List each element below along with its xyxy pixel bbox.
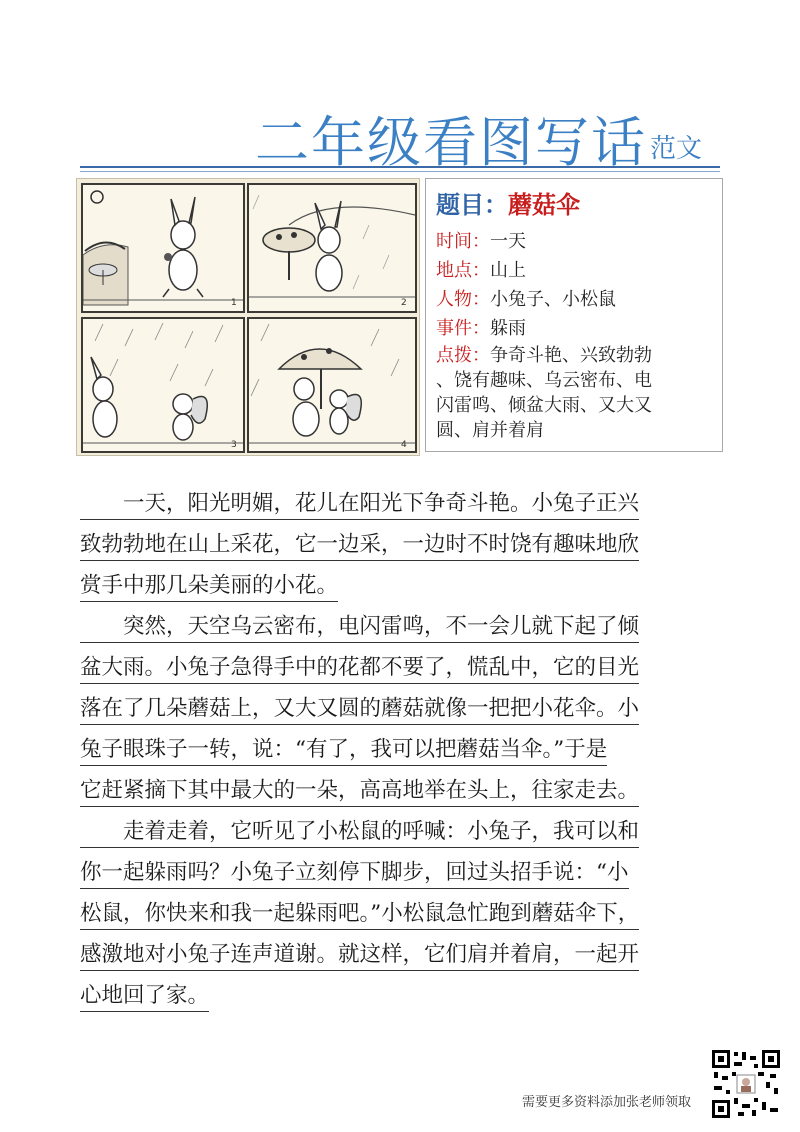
essay-line: 落在了几朵蘑菇上，又大又圆的蘑菇就像一把把小花伞。小 [80, 691, 639, 725]
info-title [436, 185, 580, 220]
tip-text: 争奇斗艳、兴致勃勃 [490, 345, 652, 366]
panel-number-1: 1 [231, 298, 237, 308]
essay-line: 突然，天空乌云密布，电闪雷鸣，不一会儿就下起了倾 [80, 609, 639, 643]
comic-strip [76, 178, 420, 456]
info-title-label: 题目： [436, 190, 508, 219]
info-row-key: 人物： [436, 289, 490, 310]
panel-number-2: 2 [401, 298, 407, 308]
info-row-value: 一天 [490, 231, 526, 252]
comic-panel-2 [247, 183, 417, 313]
essay-line: 它赶紧摘下其中最大的一朵，高高地举在头上，往家走去。 [80, 773, 639, 807]
info-row-key: 时间： [436, 231, 490, 252]
rabbit-mushroom-illustration [249, 185, 415, 311]
tip-line-1 [436, 343, 721, 368]
tip-line-4: 圆、肩并着肩 [436, 420, 544, 441]
essay-line: 赏手中那几朵美丽的小花。 [80, 568, 338, 602]
page-header [0, 90, 800, 180]
info-title-value: 蘑菇伞 [508, 190, 580, 219]
info-row-place [436, 256, 526, 282]
essay-line: 盆大雨。小兔子急得手中的花都不要了，慌乱中，它的目光 [80, 650, 639, 684]
info-row-value: 躲雨 [490, 318, 526, 339]
info-row-value: 小兔子、小松鼠 [490, 289, 616, 310]
tip-label: 点拨： [436, 345, 490, 366]
rain-meeting-illustration [83, 319, 243, 451]
page-subtitle: 范文 [650, 134, 703, 164]
sunny-field-illustration [83, 185, 243, 311]
info-tips [436, 343, 721, 443]
info-row-characters [436, 285, 616, 311]
footer-note: 需要更多资料添加张老师领取 [522, 1095, 692, 1110]
info-row-time [436, 227, 526, 253]
essay-line: 走着走着，它听见了小松鼠的呼喊：小兔子，我可以和 [80, 814, 639, 848]
header-divider-thin [80, 171, 720, 172]
shared-umbrella-illustration [249, 319, 415, 451]
essay-line: 你一起躲雨吗？小兔子立刻停下脚步，回过头招手说：“小 [80, 855, 629, 889]
comic-panel-3 [81, 317, 245, 453]
essay-line: 松鼠，你快来和我一起躲雨吧。”小松鼠急忙跑到蘑菇伞下， [80, 896, 639, 930]
essay-line: 感激地对小兔子连声道谢。就这样，它们肩并着肩，一起开 [80, 937, 639, 971]
comic-panel-1 [81, 183, 245, 313]
comic-panel-4 [247, 317, 417, 453]
page-title: 二年级看图写话 [255, 111, 647, 174]
essay-line: 心地回了家。 [80, 978, 209, 1012]
info-row-key: 事件： [436, 318, 490, 339]
tip-line-3: 闪雷鸣、倾盆大雨、又大又 [436, 395, 652, 416]
info-row-key: 地点： [436, 260, 490, 281]
panel-number-3: 3 [231, 440, 237, 450]
qr-code-icon[interactable] [710, 1048, 782, 1120]
header-divider [80, 166, 720, 168]
essay-line: 一天，阳光明媚，花儿在阳光下争奇斗艳。小兔子正兴 [80, 486, 639, 520]
panel-number-4: 4 [401, 440, 407, 450]
essay-line: 致勃勃地在山上采花，它一边采，一边时不时饶有趣味地欣 [80, 527, 639, 561]
tip-line-2: 、饶有趣味、乌云密布、电 [436, 370, 652, 391]
info-row-value: 山上 [490, 260, 526, 281]
info-row-event [436, 314, 526, 340]
essay-line: 兔子眼珠子一转，说：“有了，我可以把蘑菇当伞。”于是 [80, 732, 607, 766]
info-box [425, 178, 723, 452]
